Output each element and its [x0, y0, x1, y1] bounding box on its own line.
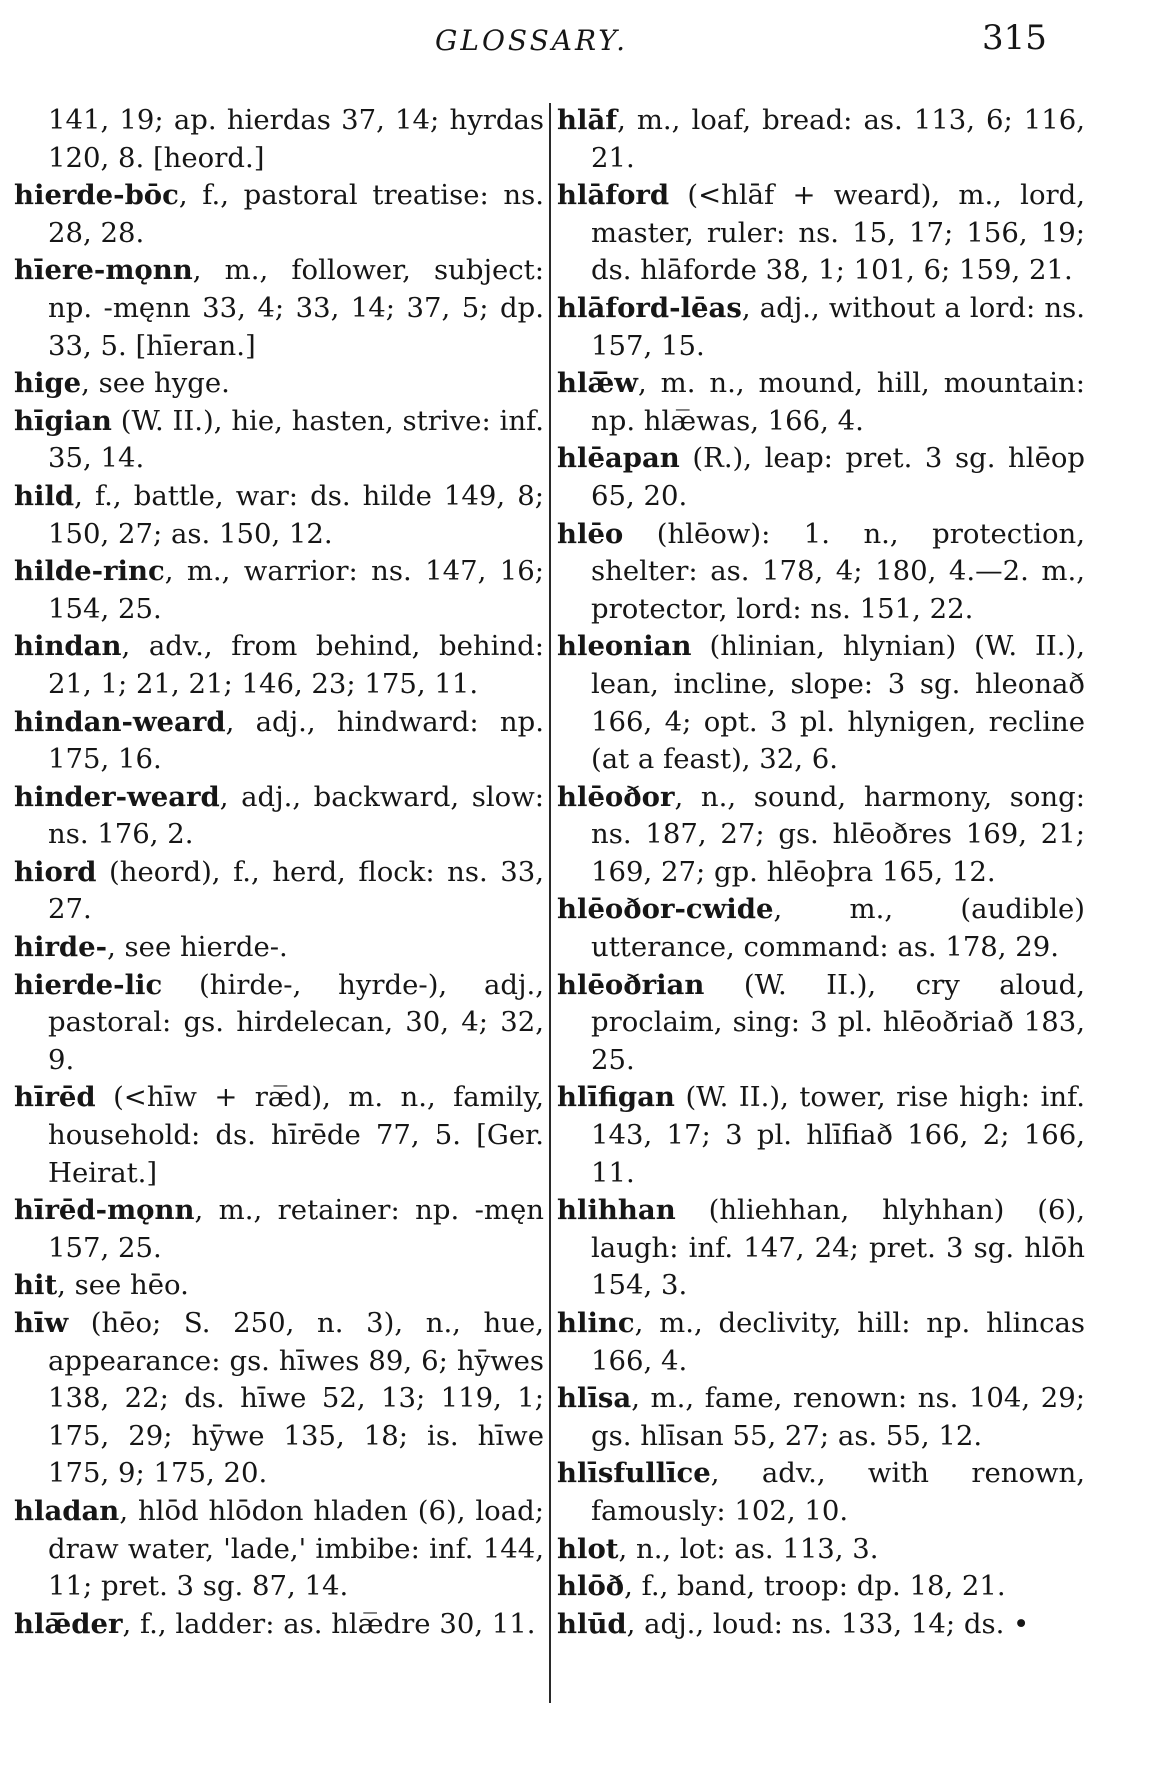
- headword: hīw: [14, 1307, 69, 1339]
- glossary-entry: [14, 1493, 544, 1606]
- glossary-entry: [14, 177, 544, 252]
- definition: , adj., without a lord: ns. 157, 15.: [591, 291, 1085, 362]
- definition: , m., loaf, bread: as. 113, 6; 116, 21.: [591, 104, 1085, 174]
- definition: (<hlāf + weard), m., lord, master, ruler: ns. 15, 17; 156, 19; ds. hlāforde 38, 1; 101, 6; 159, 21.: [591, 179, 1085, 287]
- definition: (W. II.), cry aloud, proclaim, sing: 3 pl. hlēoðriað 183, 25.: [591, 968, 1085, 1076]
- definition: , f., battle, war: ds. hilde 149, 8; 150, 27; as. 150, 12.: [48, 479, 544, 550]
- definition: (<hīw + ræ̅d), m. n., family, household: ds. hīrēde 77, 5. [Ger. Heirat.]: [48, 1081, 544, 1189]
- definition: , n., sound, harmony, song: ns. 187, 27; gs. hlēoðres 169, 21; 169, 27; gp. hlēoþra 165, 12.: [591, 780, 1085, 888]
- left-column: [14, 102, 544, 1643]
- headword: hige: [14, 367, 82, 400]
- definition: , m. n., mound, hill, mountain: np. hlæ̅was, 166, 4.: [591, 367, 1085, 437]
- glossary-entry: [14, 628, 544, 703]
- glossary-entry: [14, 967, 544, 1080]
- glossary-entry: [14, 403, 544, 478]
- definition: , adj., loud: ns. 133, 14; ds. •: [626, 1607, 1030, 1640]
- definition: , adj., backward, slow: ns. 176, 2.: [48, 780, 544, 851]
- headword: hlāford-lēas: [557, 291, 742, 324]
- glossary-entry: [557, 628, 1085, 778]
- glossary-entry: [14, 854, 544, 929]
- headword: hlæ̅w: [557, 367, 638, 400]
- definition: , see hierde-.: [107, 931, 288, 964]
- glossary-entry: [557, 1305, 1085, 1380]
- headword: hilde-rinc: [14, 555, 165, 588]
- glossary-entry: [557, 1531, 1085, 1569]
- definition: (W. II.), tower, rise high: inf. 143, 17; 3 pl. hlīfiað 166, 2; 166, 11.: [591, 1081, 1085, 1189]
- headword: hit: [14, 1269, 58, 1302]
- glossary-entry: [14, 478, 544, 553]
- glossary-entry: [557, 1380, 1085, 1455]
- glossary-entry: [557, 365, 1085, 440]
- headword: hlot: [557, 1532, 619, 1565]
- headword: hlōð: [557, 1570, 625, 1603]
- definition: , see hēo.: [57, 1269, 189, 1302]
- glossary-entry: [14, 1305, 544, 1493]
- headword: hlæ̅der: [14, 1607, 123, 1640]
- headword: hlēapan: [557, 442, 680, 475]
- glossary-entry: [557, 891, 1085, 966]
- page-number: 315: [982, 18, 1047, 58]
- definition: , f., ladder: as. hlæ̅dre 30, 11.: [122, 1607, 536, 1640]
- glossary-entry: [557, 1079, 1085, 1192]
- definition: , adj., hindward: np. 175, 16.: [48, 705, 544, 776]
- glossary-entry: [557, 177, 1085, 290]
- glossary-entry-continuation: 141, 19; ap. hierdas 37, 14; hyrdas 120, 8. [heord.]: [48, 104, 544, 174]
- glossary-entry: [14, 365, 544, 403]
- headword: hlīfigan: [557, 1081, 675, 1114]
- headword: hiord: [14, 855, 97, 888]
- column-divider: [549, 103, 551, 1703]
- glossary-entry: [14, 1192, 544, 1267]
- definition: , m., fame, renown: ns. 104, 29; gs. hlīsan 55, 27; as. 55, 12.: [591, 1382, 1085, 1452]
- headword: hīrēd: [14, 1081, 96, 1114]
- definition: , f., pastoral treatise: ns. 28, 28.: [48, 179, 544, 249]
- definition: (heord), f., herd, flock: ns. 33, 27.: [48, 855, 544, 926]
- headword: hild: [14, 479, 75, 512]
- definition: , hlōd hlōdon hladen (6), load; draw water, 'lade,' imbibe: inf. 144, 11; pret. 3 sg. 87, 14.: [48, 1494, 544, 1603]
- headword: hlāf: [557, 104, 618, 136]
- glossary-entry: [14, 553, 544, 628]
- headword: hlinc: [557, 1307, 635, 1339]
- definition: , adv., with renown, famously: 102, 10.: [591, 1457, 1085, 1527]
- glossary-entry: [557, 440, 1085, 515]
- glossary-entry: [14, 1079, 544, 1192]
- definition: , f., band, troop: dp. 18, 21.: [624, 1570, 1006, 1603]
- headword: hindan-weard: [14, 705, 226, 738]
- glossary-entry: [14, 704, 544, 779]
- glossary-entry: [14, 252, 544, 365]
- definition: , see hyge.: [81, 367, 230, 400]
- glossary-entry: [14, 1267, 544, 1305]
- headword: hirde-: [14, 931, 108, 964]
- glossary-entry: [14, 929, 544, 967]
- headword: hladan: [14, 1494, 120, 1527]
- headword: hlēo: [557, 517, 624, 550]
- page-header: [0, 18, 1158, 78]
- definition: (hliehhan, hlyhhan) (6), laugh: inf. 147, 24; pret. 3 sg. hlōh 154, 3.: [591, 1194, 1085, 1302]
- definition: , m., declivity, hill: np. hlincas 166, 4.: [591, 1307, 1085, 1377]
- headword: hleonian: [557, 630, 692, 663]
- definition: , m., follower, subject: np. -męnn 33, 4; 33, 14; 37, 5; dp. 33, 5. [hīeran.]: [48, 254, 544, 362]
- headword: hlihhan: [557, 1194, 676, 1227]
- glossary-entry: [557, 967, 1085, 1080]
- definition: , adv., from behind, behind: 21, 1; 21, 21; 146, 23; 175, 11.: [48, 630, 544, 700]
- definition: (R.), leap: pret. 3 sg. hlēop 65, 20.: [591, 442, 1085, 512]
- definition: (W. II.), hie, hasten, strive: inf. 35, 14.: [48, 404, 544, 475]
- definition: (hēo; S. 250, n. 3), n., hue, appearance: gs. hīwes 89, 6; hȳwes 138, 22; ds. hīwe 52, 13; 119, 1; 175, 29; hȳwe 135, 18; is. hīwe 175, 9; 175, 20.: [48, 1307, 544, 1490]
- definition: , m., warrior: ns. 147, 16; 154, 25.: [48, 555, 544, 625]
- glossary-entry: [557, 1568, 1085, 1606]
- glossary-entry: [557, 516, 1085, 629]
- headword: hlīsa: [557, 1382, 632, 1415]
- headword: hlūd: [557, 1607, 627, 1640]
- definition: , n., lot: as. 113, 3.: [618, 1532, 879, 1565]
- definition: (hirde-, hyrde-), adj., pastoral: gs. hirdelecan, 30, 4; 32, 9.: [48, 968, 544, 1076]
- glossary-entry: [557, 1606, 1085, 1644]
- glossary-entry: [557, 1192, 1085, 1305]
- glossary-entry: [557, 290, 1085, 365]
- headword: hīrēd-mǫnn: [14, 1194, 195, 1227]
- definition: , m., retainer: np. -męn 157, 25.: [48, 1194, 544, 1264]
- glossary-entry: [557, 1455, 1085, 1530]
- headword: hlēoðor: [557, 780, 675, 813]
- running-title: GLOSSARY.: [435, 24, 629, 57]
- definition: , m., (audible) utterance, command: as. 178, 29.: [591, 893, 1085, 964]
- headword: hindan: [14, 630, 122, 663]
- right-column: [557, 102, 1085, 1643]
- headword: hlāford: [557, 179, 670, 212]
- headword: hlēoðor-cwide: [557, 893, 774, 926]
- headword: hlēoðrian: [557, 968, 705, 1001]
- headword: hierde-bōc: [14, 179, 179, 212]
- headword: hīgian: [14, 404, 112, 437]
- headword: hlīsfullīce: [557, 1457, 711, 1490]
- glossary-entry: [14, 779, 544, 854]
- headword: hinder-weard: [14, 780, 220, 813]
- definition: (hlinian, hlynian) (W. II.), lean, incline, slope: 3 sg. hleonað 166, 4; opt. 3 pl. hlynigen, recline (at a feast), 32, 6.: [591, 630, 1085, 776]
- headword: hierde-lic: [14, 968, 163, 1001]
- glossary-entry: [557, 102, 1085, 177]
- glossary-entry: [14, 1606, 544, 1644]
- headword: hīere-mǫnn: [14, 254, 193, 287]
- glossary-entry: [557, 779, 1085, 892]
- definition: (hlēow): 1. n., protection, shelter: as. 178, 4; 180, 4.—2. m., protector, lord: ns. 151, 22.: [591, 517, 1085, 625]
